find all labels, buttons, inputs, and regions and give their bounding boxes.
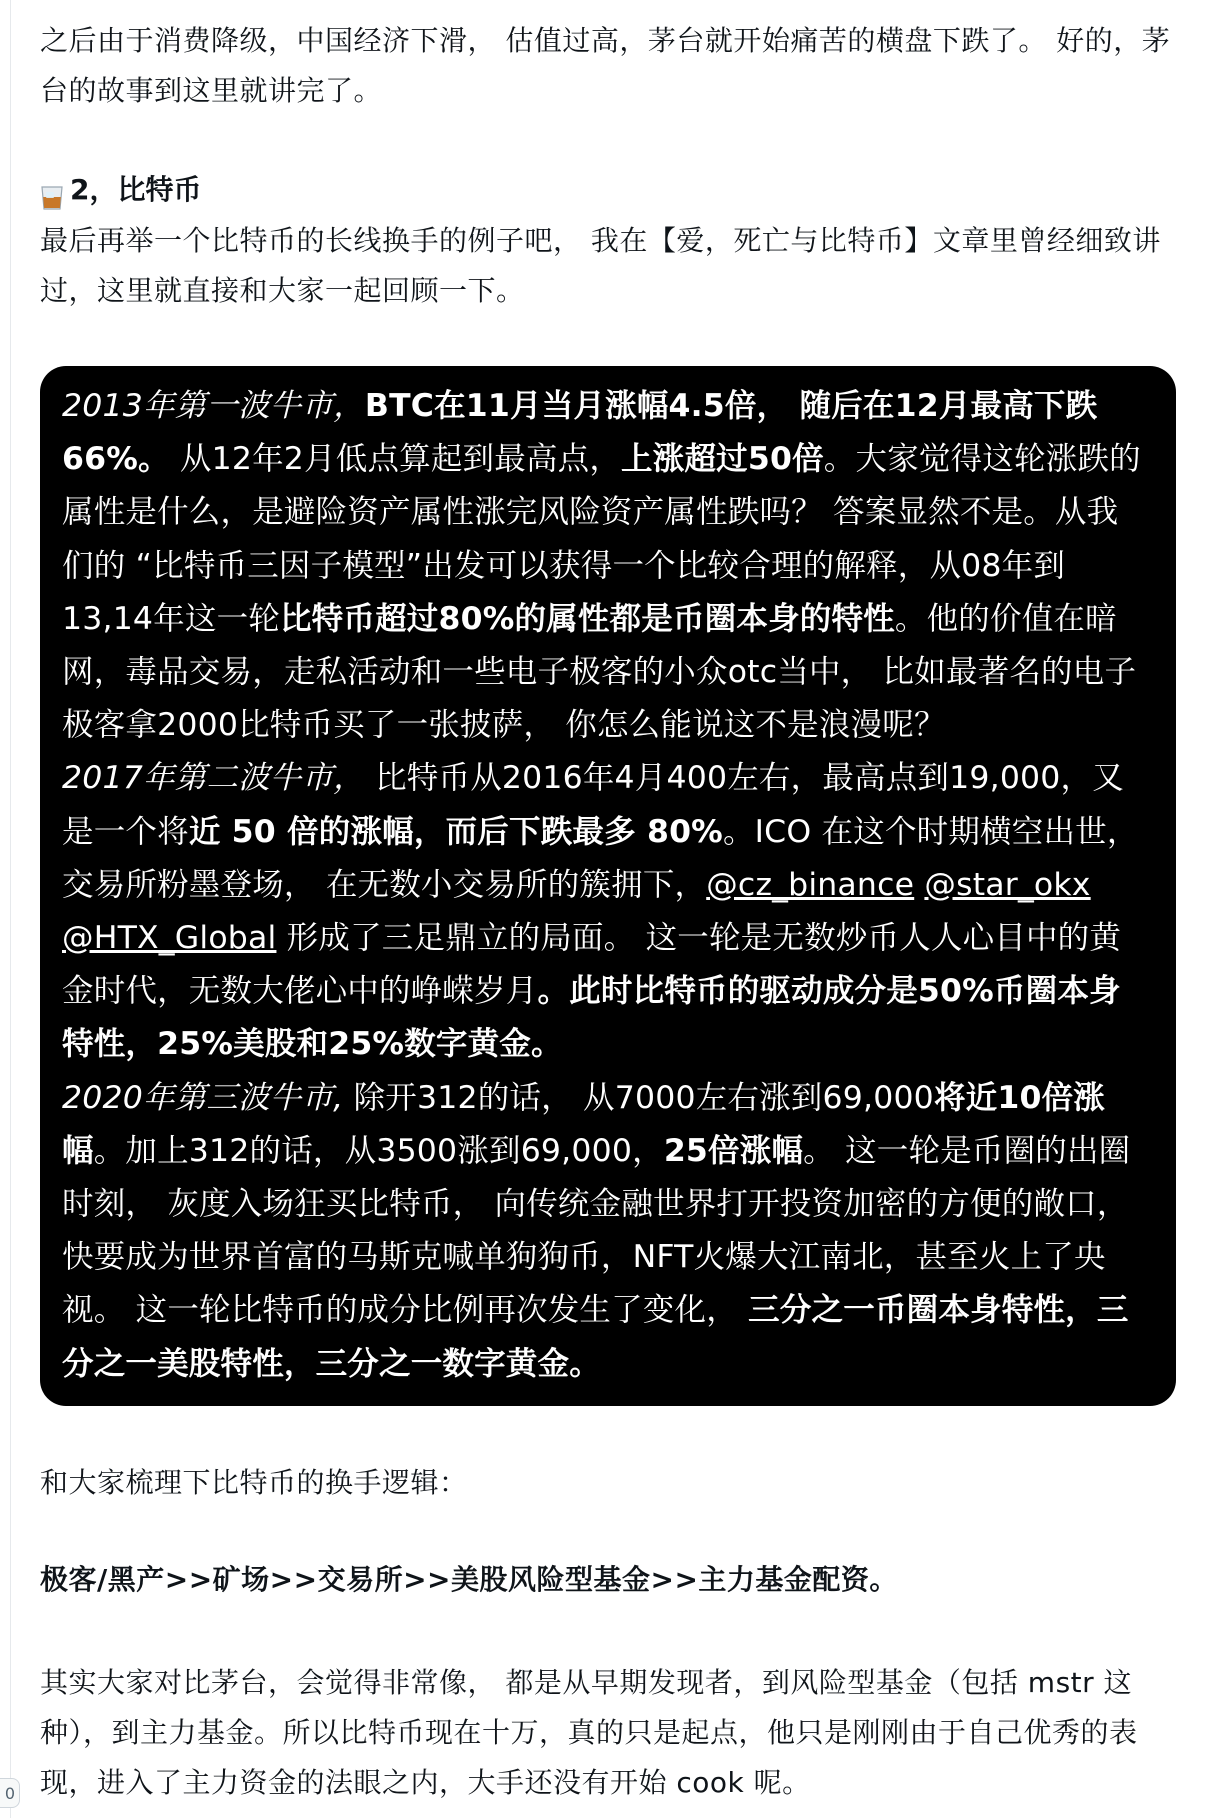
card-text: 。ICO 在这个时期横空出世，交易所粉墨登场， 在无数小交易所的簇拥下，: [62, 813, 1139, 903]
card-strong-text: 。此时比特币的驱动成分是50%币圈本身特性，25%美股和25%数字黄金。: [62, 973, 1121, 1063]
card-text: 除开312的话， 从7000左右涨到69,000: [343, 1079, 934, 1116]
card-paragraph-2013: [62, 380, 1146, 752]
card-text: [914, 867, 924, 903]
mention-link[interactable]: @cz_binance: [706, 866, 915, 903]
card-text: 比特币从2016年4月400左右，最高点到19,000，又是一个将: [62, 760, 1124, 850]
card-strong-text: 三分之一币圈本身特性，三分之一美股特性，三分之一数字黄金。: [62, 1292, 1129, 1382]
card-strong-text: BTC在11月当月涨幅4.5倍， 随后在12月最高下跌66%。: [62, 388, 1098, 478]
intro-paragraph: 之后由于消费降级，中国经济下滑， 估值过高，茅台就开始痛苦的横盘下跌了。 好的，茅台的故事到这里就讲完了。: [40, 24, 1171, 107]
card-strong-text: 上涨超过50倍: [621, 441, 824, 478]
card-heading-2020: 2020年第三波牛市,: [62, 1079, 344, 1116]
lead-paragraph: 最后再举一个比特币的长线换手的例子吧， 我在【爱，死亡与比特币】文章里曾经细致讲过，这里就直接和大家一起回顾一下。: [40, 224, 1161, 307]
card-strong-text: 比特币超过80%的属性都是币圈本身的特性: [279, 600, 895, 637]
card-heading-2013: 2013年第一波牛市，: [62, 388, 365, 424]
card-text: 形成了三足鼎立的局面。 这一轮是无数炒币人人心目中的黄金时代，无数大佬心中的峥嵘岁月: [62, 920, 1122, 1010]
card-paragraph-2017: [62, 752, 1146, 1071]
card-text: 。他的价值在暗网，毒品交易，走私活动和一些电子极客的小众otc当中， 比如最著名的电子极客拿2000比特币买了一张披萨， 你怎么能说这不是浪漫呢？: [62, 600, 1137, 744]
whisky-glass-icon: [40, 179, 64, 205]
mention-link[interactable]: @HTX_Global: [62, 920, 277, 957]
card-paragraph-2020: [62, 1072, 1146, 1391]
section-heading: [40, 167, 201, 213]
card-strong-text: 将近10倍涨幅: [62, 1079, 1105, 1169]
card-text: 。加上312的话，从3500涨到69,000，: [93, 1132, 664, 1169]
mention-link[interactable]: @star_okx: [924, 866, 1091, 903]
card-text: 从12年2月低点算起到最高点，: [169, 441, 622, 478]
card-heading-2017: 2017年第二波牛市，: [62, 760, 365, 797]
conclusion-paragraph: 其实大家对比茅台，会觉得非常像， 都是从早期发现者，到风险型基金（包括 mstr 这种），到主力基金。所以比特币现在十万，真的只是起点，他只是刚刚由于自己优秀的表现，进入了主力资金的法眼之内，大手还没有开始 cook 呢。: [40, 1666, 1138, 1799]
card-strong-text: 25倍涨幅: [663, 1132, 804, 1169]
logic-intro-paragraph: 和大家梳理下比特币的换手逻辑：: [40, 1466, 468, 1499]
section-title-text: 2，比特币: [70, 173, 202, 206]
column-divider: [10, 0, 11, 1818]
edge-counter-badge[interactable]: 0: [0, 1778, 20, 1808]
handover-chain: 极客/黑产>>矿场>>交易所>>美股风险型基金>>主力基金配资。: [40, 1563, 898, 1596]
quoted-image-card: [40, 366, 1176, 1406]
card-text: 。大家觉得这轮涨跌的属性是什么，是避险资产属性涨完风险资产属性跌吗？ 答案显然不是。从我们的 “比特币三因子模型”出发可以获得一个比较合理的解释，从08年到13,14年这一轮: [62, 441, 1141, 637]
card-strong-text: 近 50 倍的涨幅，而后下跌最多 80%: [188, 813, 723, 850]
card-text: 。 这一轮是币圈的出圈时刻， 灰度入场狂买比特币， 向传统金融世界打开投资加密的方便的敞口，快要成为世界首富的马斯克喊单狗狗币，NFT火爆大江南北，甚至火上了央视。 这一轮比特币的成分比例再次发生了变化，: [62, 1132, 1131, 1329]
